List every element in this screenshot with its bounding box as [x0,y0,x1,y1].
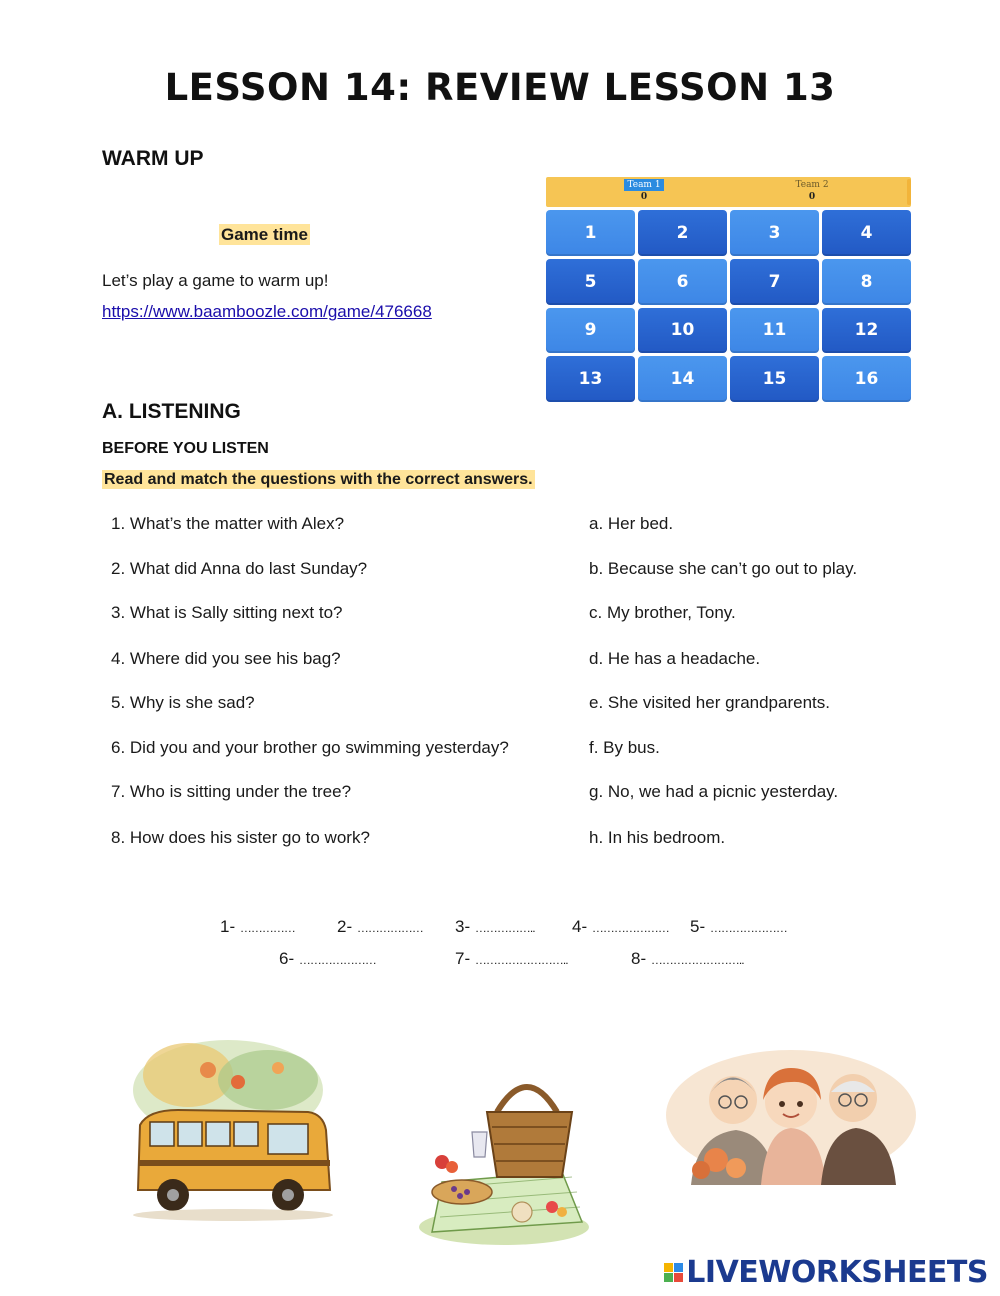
blank-1[interactable] [220,917,295,937]
team1-score: 0 [640,192,648,202]
board-menu-handle [907,179,911,205]
tile-5[interactable]: 5 [546,259,635,305]
blank-2-label: 2- [337,917,353,936]
blank-7[interactable] [455,949,568,969]
blank-7-label: 7- [455,949,471,968]
blank-7-line: …………………….. [474,953,568,967]
blank-3[interactable] [455,917,535,937]
team1-name: Team 1 [624,179,663,191]
answer-g: g. No, we had a picnic yesterday. [589,782,839,801]
blank-3-line: …………….. [474,921,535,935]
blank-5-label: 5- [690,917,706,936]
blank-6[interactable] [279,949,376,969]
listening-heading: A. LISTENING [102,400,241,423]
blank-3-label: 3- [455,917,471,936]
question-2: 2. What did Anna do last Sunday? [111,559,368,578]
question-1: 1. What’s the matter with Alex? [111,514,345,533]
tile-11[interactable]: 11 [730,308,819,354]
tile-2[interactable]: 2 [638,210,727,256]
matching-instruction [102,471,535,489]
answer-c: c. My brother, Tony. [589,603,736,622]
warmup-instruction: Let’s play a game to warm up! [102,271,329,290]
liveworksheets-logo-mark [664,1263,683,1282]
tile-grid [546,210,911,402]
blank-5[interactable] [690,917,787,937]
grandparents-illustration [661,1040,921,1185]
tile-9[interactable]: 9 [546,308,635,354]
game-link[interactable]: https://www.baamboozle.com/game/476668 [102,302,432,321]
tile-12[interactable]: 12 [822,308,911,354]
blank-6-line: ………………… [298,953,376,967]
blank-8-label: 8- [631,949,647,968]
blank-1-line: …………… [239,921,295,935]
before-you-listen-heading: BEFORE YOU LISTEN [102,440,269,457]
team1-panel [624,179,664,202]
answer-b: b. Because she can’t go out to play. [589,559,858,578]
tile-6[interactable]: 6 [638,259,727,305]
answer-f: f. By bus. [589,738,660,757]
blank-6-label: 6- [279,949,295,968]
team2-panel [792,179,832,202]
question-7: 7. Who is sitting under the tree? [111,782,352,801]
question-4: 4. Where did you see his bag? [111,649,341,668]
blank-2-line: ……………… [356,921,423,935]
liveworksheets-logo [664,1255,988,1290]
blank-4-label: 4- [572,917,588,936]
team2-score: 0 [808,192,816,202]
blank-4[interactable] [572,917,669,937]
blank-5-line: ………………… [709,921,787,935]
page-title: LESSON 14: REVIEW LESSON 13 [164,66,836,109]
answer-d: d. He has a headache. [589,649,761,668]
game-time-text: Game time [221,225,308,244]
tile-1[interactable]: 1 [546,210,635,256]
question-5: 5. Why is she sad? [111,693,255,712]
blank-1-label: 1- [220,917,236,936]
blank-8[interactable] [631,949,744,969]
question-6: 6. Did you and your brother go swimming yesterday? [111,738,509,757]
blank-8-line: …………………….. [650,953,744,967]
liveworksheets-logo-text: LIVEWORKSHEETS [686,1255,988,1290]
game-board [546,177,911,403]
tile-8[interactable]: 8 [822,259,911,305]
school-bus-illustration [118,1030,343,1225]
tile-4[interactable]: 4 [822,210,911,256]
picnic-illustration [412,1062,597,1247]
tile-3[interactable]: 3 [730,210,819,256]
tile-13[interactable]: 13 [546,356,635,402]
tile-7[interactable]: 7 [730,259,819,305]
tile-10[interactable]: 10 [638,308,727,354]
warmup-heading: WARM UP [102,147,204,170]
question-8: 8. How does his sister go to work? [111,828,370,847]
blank-2[interactable] [337,917,423,937]
game-time-label [219,225,310,245]
tile-15[interactable]: 15 [730,356,819,402]
question-3: 3. What is Sally sitting next to? [111,603,343,622]
team2-name: Team 2 [795,180,829,190]
answer-h: h. In his bedroom. [589,828,726,847]
board-header [546,177,911,207]
tile-16[interactable]: 16 [822,356,911,402]
matching-instruction-text: Read and match the questions with the correct answers. [104,471,533,488]
blank-4-line: ………………… [591,921,669,935]
answer-e: e. She visited her grandparents. [589,693,830,712]
answer-a: a. Her bed. [589,514,674,533]
tile-14[interactable]: 14 [638,356,727,402]
